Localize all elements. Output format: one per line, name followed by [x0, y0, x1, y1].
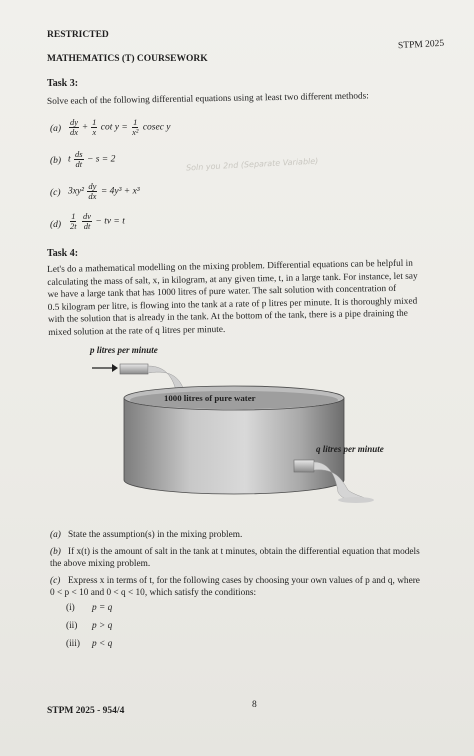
equation-d — [68, 212, 125, 231]
q-c-text-line1: Express x in terms of t, for the following cases by choosing your own values of p and q, where — [68, 576, 420, 586]
task4-line: 0.5 kilogram per litre, is flowing into the tank at a rate of p litres per minute. It is thoroughly mixed — [47, 296, 418, 313]
task4-line: calculating the mass of salt, x, in kilogram, at any given time, t, in a large tank. For instance, let say — [47, 271, 418, 288]
eq-a-frac1-num: dy — [70, 117, 79, 127]
eq-a-mid: cot y = — [100, 122, 128, 133]
subject-title: MATHEMATICS (T) COURSEWORK — [47, 54, 208, 64]
eq-b-label: (b) — [50, 156, 62, 166]
eq-a-frac2-num: 1 — [92, 117, 97, 127]
eq-a-frac2-den: x — [92, 127, 97, 137]
eq-d-tail: − tv = t — [95, 216, 125, 227]
task4-paragraph — [47, 257, 468, 340]
eq-b-tail: − s = 2 — [86, 154, 116, 165]
q-c-label: (c) — [50, 576, 61, 586]
equation-b — [68, 150, 115, 169]
exam-title: STPM 2025 — [397, 38, 445, 52]
task4-line: with the solution that is already in the tank. At the bottom of the tank, there is a pipe draining the — [47, 309, 408, 326]
eq-c-tail: = 4y³ + x³ — [100, 186, 140, 197]
q-a-label: (a) — [50, 530, 61, 540]
eq-a-label: (a) — [50, 124, 62, 134]
eq-a-plus: + — [82, 122, 88, 133]
mixing-tank-diagram — [90, 340, 390, 515]
tank-label: 1000 litres of pure water — [164, 393, 256, 403]
outflow-label: q litres per minute — [316, 444, 384, 454]
task4-title: Task 4: — [47, 248, 79, 259]
eq-c-frac-den: dx — [88, 191, 97, 201]
inflow-pipe — [120, 364, 148, 374]
eq-c-frac-num: dy — [88, 181, 97, 191]
page-number: 8 — [252, 700, 257, 710]
q-a-text: State the assumption(s) in the mixing problem. — [68, 530, 243, 540]
eq-b-pre: t — [68, 154, 71, 165]
eq-a-frac3-num: 1 — [133, 117, 138, 127]
eq-c-pre: 3xy² — [68, 186, 85, 197]
task3-instruction: Solve each of the following differential equations using at least two different methods: — [46, 91, 369, 107]
equation-c — [68, 182, 140, 201]
tank-illustration — [90, 340, 390, 515]
equation-a — [68, 118, 171, 137]
eq-a-frac1-den: dx — [70, 127, 79, 137]
eq-d-frac2-den: dt — [83, 221, 91, 231]
outflow-puddle — [338, 497, 374, 503]
case-i-label: (i) — [66, 603, 75, 613]
inflow-arrow-icon — [92, 364, 118, 372]
eq-a-frac3-den: x² — [132, 127, 139, 137]
q-c-text-line2: 0 < p < 10 and 0 < q < 10, which satisfy the conditions: — [50, 588, 257, 598]
eq-c-label: (c) — [50, 188, 61, 198]
case-ii-condition: p > q — [92, 621, 113, 631]
task4-line: mixed solution at the rate of q litres per minute. — [48, 324, 226, 338]
case-i-condition: p = q — [92, 603, 113, 613]
eq-d-frac1-num: 1 — [71, 211, 76, 221]
case-iii-label: (iii) — [66, 639, 80, 649]
outflow-pipe — [294, 460, 314, 472]
handwritten-note: Soln you 2nd (Separate Variable) — [185, 156, 319, 173]
footer-code: STPM 2025 - 954/4 — [47, 706, 125, 716]
eq-a-tail: cosec y — [142, 122, 171, 133]
eq-d-frac2-num: dv — [83, 211, 92, 221]
task4-line: Let's do a mathematical modelling on the mixing problem. Differential equations can be helpful in — [47, 258, 413, 275]
eq-b-frac-den: dt — [75, 159, 83, 169]
case-ii-label: (ii) — [66, 621, 78, 631]
restricted-label: RESTRICTED — [47, 30, 109, 40]
task3-title: Task 3: — [47, 78, 79, 89]
eq-d-frac1-den: 2t — [70, 221, 77, 231]
eq-d-label: (d) — [50, 220, 62, 230]
tank-body — [124, 398, 344, 494]
q-b-text-line1: If x(t) is the amount of salt in the tank at t minutes, obtain the differential equation that models — [68, 547, 420, 557]
q-b-text-line2: the above mixing problem. — [50, 559, 151, 569]
task4-line: we have a large tank that has 1000 litres of pure water. The salt solution with concentration of — [47, 284, 397, 301]
case-iii-condition: p < q — [92, 639, 113, 649]
inflow-label: p litres per minute — [90, 345, 158, 355]
eq-b-frac-num: ds — [75, 149, 83, 159]
q-b-label: (b) — [50, 547, 61, 557]
